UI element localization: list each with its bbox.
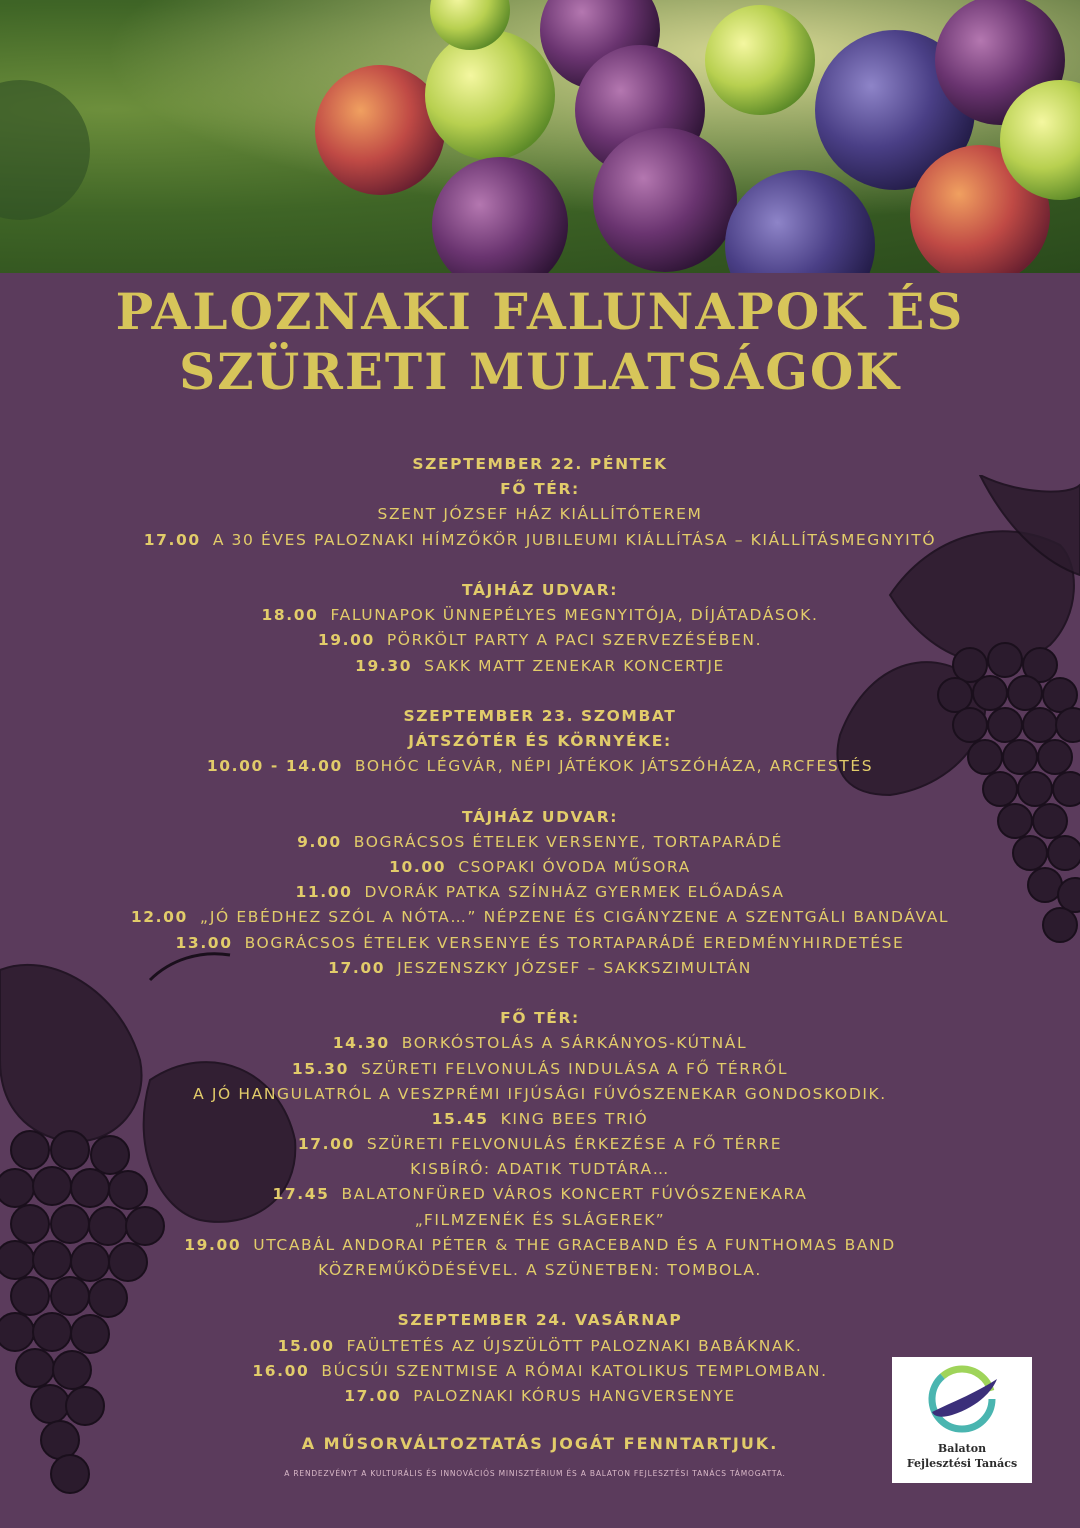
event-time: 17.00 [297,1135,355,1154]
program-event [0,1057,1080,1082]
event-time: 17.45 [272,1185,330,1204]
program-note: „FILMZENÉK ÉS SLÁGEREK” [414,1210,666,1229]
section-header: TÁJHÁZ UDVAR: [461,580,619,599]
event-description: BOHÓC LÉGVÁR, NÉPI JÁTÉKOK JÁTSZÓHÁZA, ARCFESTÉS [354,757,874,776]
program-event [0,754,1080,779]
program-event [0,1233,1080,1258]
event-description: „JÓ EBÉDHEZ SZÓL A NÓTA…” NÉPZENE ÉS CIGÁNYZENE A SZENTGÁLI BANDÁVAL [199,908,950,927]
event-description: PALOZNAKI KÓRUS HANGVERSENYE [413,1386,736,1405]
event-time: 10.00 [389,858,447,876]
balaton-lake-icon [892,1357,1032,1442]
section-spacer [0,779,1080,804]
hero-grapes-photo [0,0,1080,273]
sponsor-footnote: A RENDEZVÉNYT A KULTURÁLIS ÉS INNOVÁCIÓS MINISZTÉRIUM ÉS A BALATON FEJLESZTÉSI TANÁCS TÁMOGATTA. [284,1469,786,1478]
program-schedule [0,452,1080,1409]
section-header: FŐ TÉR: [500,1009,580,1028]
event-description: BORKÓSTOLÁS A SÁRKÁNYOS-KÚTNÁL [401,1034,748,1053]
event-time: 14.30 [332,1034,390,1053]
event-description: SZÜRETI FELVONULÁS ÉRKEZÉSE A FŐ TÉRRE [366,1135,783,1154]
event-time: 17.00 [344,1386,402,1405]
event-description: JESZENSZKY JÓZSEF – SAKKSZIMULTÁN [397,958,752,977]
program-note: A JÓ HANGULATRÓL A VESZPRÉMI IFJÚSÁGI FÚVÓSZENEKAR GONDOSKODIK. [193,1084,887,1103]
event-time: 17.00 [143,530,201,549]
event-description: BOGRÁCSOS ÉTELEK VERSENYE ÉS TORTAPARÁDÉ EREDMÉNYHIRDETÉSE [244,933,905,952]
event-description: CSOPAKI ÓVODA MŰSORA [458,858,691,876]
program-event [0,1334,1080,1359]
event-description: FALUNAPOK ÜNNEPÉLYES MEGNYITÓJA, DÍJÁTADÁSOK. [330,606,819,625]
event-description: KING BEES TRIÓ [500,1109,649,1128]
section-header: FŐ TÉR: [500,480,580,499]
program-event [0,654,1080,679]
event-time: 10.00 - 14.00 [206,757,343,776]
event-description: BÚCSÚI SZENTMISE A RÓMAI KATOLIKUS TEMPLOMBAN. [321,1361,828,1380]
program-event [0,1182,1080,1207]
event-description: A 30 ÉVES PALOZNAKI HÍMZŐKÖR JUBILEUMI KIÁLLÍTÁSA – KIÁLLÍTÁSMEGNYITÓ [212,530,937,549]
program-event [0,855,1080,880]
program-event [0,1107,1080,1132]
event-time: 18.00 [261,606,319,625]
program-event [0,956,1080,981]
event-time: 15.00 [277,1336,335,1355]
section-spacer [0,981,1080,1006]
event-time: 11.00 [295,883,353,902]
section-header: TÁJHÁZ UDVAR: [461,807,619,826]
program-event [0,628,1080,653]
event-description: PÖRKÖLT PARTY A PACI SZERVEZÉSÉBEN. [386,631,763,650]
event-time: 16.00 [252,1361,310,1380]
section-header: SZEPTEMBER 23. SZOMBAT [403,706,677,725]
logo-line-1: Balaton [937,1442,987,1455]
program-event [0,830,1080,855]
section-spacer [0,553,1080,578]
poster-title [0,282,1080,402]
event-time: 19.00 [317,631,375,650]
program-event [0,905,1080,930]
program-event [0,528,1080,553]
title-line-1: PALOZNAKI FALUNAPOK ÉS [115,282,965,341]
program-note: KISBÍRÓ: ADATIK TUDTÁRA… [410,1160,670,1179]
event-description: SZÜRETI FELVONULÁS INDULÁSA A FŐ TÉRRŐL [360,1059,789,1078]
balaton-council-logo [892,1357,1032,1483]
event-description: DVORÁK PATKA SZÍNHÁZ GYERMEK ELŐADÁSA [364,883,785,902]
logo-text [892,1441,1032,1471]
grapes-illustration [0,0,1080,273]
logo-line-2: Fejlesztési Tanács [906,1457,1018,1470]
disclaimer-text: A MŰSORVÁLTOZTATÁS JOGÁT FENNTARTJUK. [301,1434,779,1453]
event-description: BOGRÁCSOS ÉTELEK VERSENYE, TORTAPARÁDÉ [353,832,783,851]
program-event [0,603,1080,628]
event-time: 9.00 [297,832,342,851]
title-line-2: SZÜRETI MULATSÁGOK [179,342,901,401]
program-event [0,1031,1080,1056]
event-time: 15.45 [431,1109,489,1128]
program-event [0,880,1080,905]
program-event [0,1132,1080,1157]
program-note: SZENT JÓZSEF HÁZ KIÁLLÍTÓTEREM [377,505,703,524]
event-description: BALATONFÜRED VÁROS KONCERT FÚVÓSZENEKARA [341,1185,808,1204]
section-header: SZEPTEMBER 24. VASÁRNAP [397,1311,683,1330]
event-description: FAÜLTETÉS AZ ÚJSZÜLÖTT PALOZNAKI BABÁKNAK. [346,1336,803,1355]
section-header: JÁTSZÓTÉR ÉS KÖRNYÉKE: [408,732,672,751]
event-time: 19.30 [355,656,413,675]
event-description: SAKK MATT ZENEKAR KONCERTJE [424,656,725,675]
event-time: 13.00 [175,933,233,952]
section-spacer [0,1283,1080,1308]
section-spacer [0,679,1080,704]
event-time: 19.00 [184,1235,242,1254]
event-description: UTCABÁL ANDORAI PÉTER & THE GRACEBAND ÉS A FUNTHOMAS BAND [253,1235,896,1254]
event-time: 17.00 [328,958,386,977]
event-time: 12.00 [130,908,188,927]
section-header: SZEPTEMBER 22. PÉNTEK [412,455,668,473]
program-event [0,931,1080,956]
program-note: KÖZREMŰKÖDÉSÉVEL. A SZÜNETBEN: TOMBOLA. [318,1261,762,1279]
event-time: 15.30 [291,1059,349,1078]
